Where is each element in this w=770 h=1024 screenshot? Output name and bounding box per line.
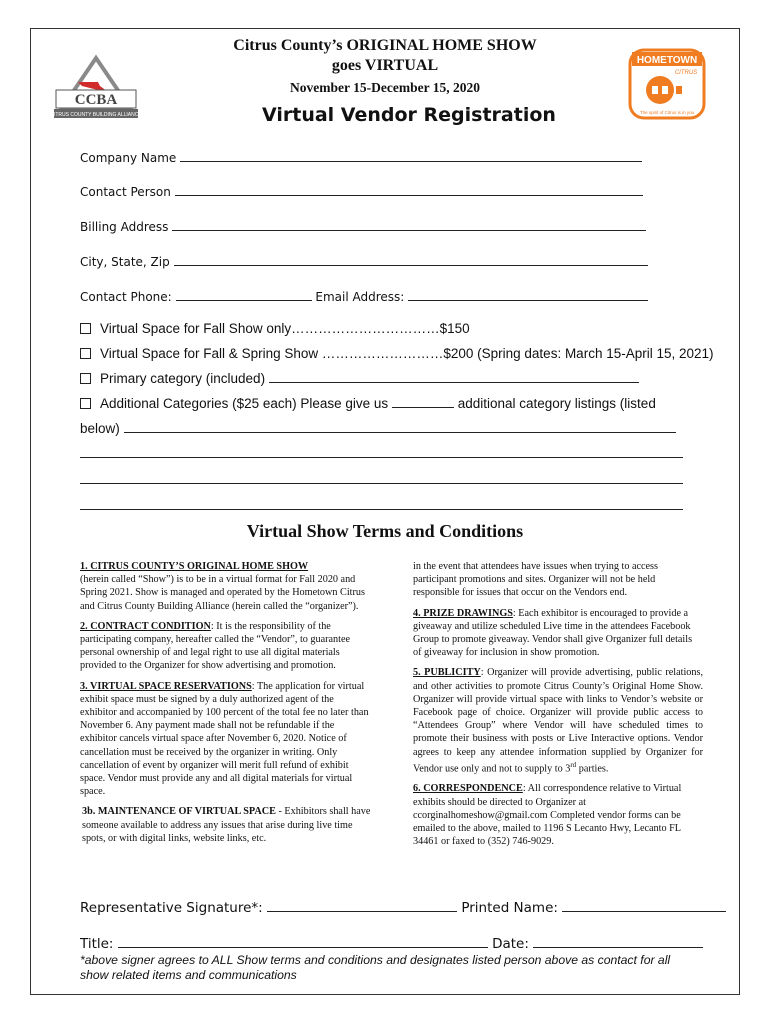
option-fall-spring[interactable] bbox=[80, 346, 714, 361]
additional-categories-checkbox[interactable] bbox=[80, 398, 91, 409]
additional-list-line-4[interactable] bbox=[80, 497, 683, 510]
primary-category-line[interactable] bbox=[269, 371, 639, 383]
ccba-logo-subtitle: CITRUS COUNTY BUILDING ALLIANCE bbox=[52, 112, 140, 118]
terms-section-2 bbox=[80, 620, 372, 673]
title-line[interactable] bbox=[118, 934, 488, 948]
date-line[interactable] bbox=[533, 934, 703, 948]
city-state-zip-line[interactable] bbox=[174, 254, 648, 266]
contact-phone-label: Contact Phone: bbox=[80, 290, 172, 304]
contact-person-line[interactable] bbox=[175, 184, 643, 196]
terms-right-column bbox=[413, 560, 703, 855]
s3-heading: 3. VIRTUAL SPACE RESERVATIONS bbox=[80, 680, 252, 692]
additional-list-label: below) bbox=[80, 421, 120, 436]
company-name-line[interactable] bbox=[180, 150, 642, 162]
printed-name-line[interactable] bbox=[562, 898, 726, 912]
s5-body-b: parties. bbox=[576, 763, 609, 775]
option-fall-only[interactable] bbox=[80, 321, 470, 336]
additional-list-line-3[interactable] bbox=[80, 471, 683, 484]
additional-categories-label-b: additional category listings (listed bbox=[457, 396, 656, 411]
s3b-continued: in the event that attendees have issues when trying to access participant promotions and sites. Organizer will not be held responsible for issues that occur on the Vendors end. bbox=[413, 561, 658, 599]
s3b-body: - Exhibitors shall have someone available to address any issues that arise during live time spots, or with digital links, website links, etc. bbox=[82, 806, 371, 844]
contact-phone-field[interactable] bbox=[80, 289, 648, 304]
fall-spring-label: Virtual Space for Fall & Spring Show ………………………$200 (Spring dates: March 15-April 15, 2021) bbox=[100, 346, 714, 361]
s4-heading: 4. PRIZE DRAWINGS bbox=[413, 607, 513, 619]
s2-heading: 2. CONTRACT CONDITION bbox=[80, 620, 211, 632]
page-title-line2: goes VIRTUAL bbox=[331, 57, 439, 74]
ccba-logo-text: CCBA bbox=[74, 92, 118, 108]
terms-left-column bbox=[80, 560, 372, 852]
fall-only-label: Virtual Space for Fall Show only……………………………$150 bbox=[100, 321, 470, 336]
s5-body-a: : Organizer will provide advertising, public relations, and other activities to promote Citrus County’s Original Home Show. Organizer will provide virtual space with links to Vendor’s website or Facebook page of choice. Organizer will provide public access to “Attendees Group” where Vendor will have scheduled times to promote their business with posts or Live Interactive options. Vendor agrees to keep any attendee information supplied by Organizer for Vendor use only and not to supply to 3 bbox=[413, 667, 703, 775]
terms-title: Virtual Show Terms and Conditions bbox=[246, 521, 524, 541]
billing-address-field[interactable] bbox=[80, 219, 646, 234]
s1-heading: 1. CITRUS COUNTY’S ORIGINAL HOME SHOW bbox=[80, 561, 309, 572]
additional-list-line-2[interactable] bbox=[80, 445, 683, 458]
s2-body: : It is the responsibility of the participating company, hereafter called the “Vendor”, to guarantee personal ownership of and legal right to use all digital materials provided to the Organizer for show advertising and promotion. bbox=[80, 620, 351, 672]
title-label: Title: bbox=[80, 936, 114, 952]
option-additional-categories[interactable] bbox=[80, 396, 656, 411]
email-line[interactable] bbox=[408, 289, 648, 301]
billing-address-label: Billing Address bbox=[80, 220, 169, 234]
s6-heading: 6. CORRESPONDENCE bbox=[413, 783, 523, 795]
s3b-heading: 3b. MAINTENANCE OF VIRTUAL SPACE bbox=[82, 806, 276, 818]
signature-row[interactable] bbox=[80, 898, 726, 916]
terms-section-6 bbox=[413, 782, 703, 848]
s3-body: : The application for virtual exhibit space must be signed by a duly authorized agent of the exhibitor and accompanied by 100 percent of the total fee no later than November 6. Any payment made shall not be refundable if the exhibitor cancels virtual space after November 6, 2020. Notice of cancellation must be received by the organizer in writing. Only cancellation of event by organizer will merit full refund of exhibit space. Vendor must provide any and all digital materials for virtual space. bbox=[80, 680, 369, 798]
additional-list-row[interactable] bbox=[80, 421, 676, 436]
email-label: Email Address: bbox=[315, 290, 405, 304]
additional-list-line-1[interactable] bbox=[124, 421, 676, 433]
terms-section-1 bbox=[80, 560, 372, 613]
s4-body: : Each exhibitor is encouraged to provide a giveaway and utilize scheduled Live time in the attendees Facebook Group to promote giveaway. Vendor shall give Organizer full details of giveaway for inclusion in show promotion. bbox=[413, 607, 693, 659]
hometown-logo-text: HOMETOWN bbox=[636, 55, 698, 66]
primary-category-label: Primary category (included) bbox=[100, 371, 266, 386]
s1-body: (herein called “Show”) is to be in a virtual format for Fall 2020 and Spring 2021. Show is managed and operated by the Hometown Citrus and Citrus County Building Alliance (herein called the “organizer”). bbox=[80, 574, 365, 612]
contact-phone-line[interactable] bbox=[176, 289, 312, 301]
date-label: Date: bbox=[492, 936, 529, 952]
representative-signature-line[interactable] bbox=[267, 898, 457, 912]
fall-spring-checkbox[interactable] bbox=[80, 348, 91, 359]
option-primary-category[interactable] bbox=[80, 371, 639, 386]
printed-name-label: Printed Name: bbox=[461, 900, 558, 916]
additional-categories-label: Additional Categories ($25 each) Please give us bbox=[100, 396, 389, 411]
fall-only-checkbox[interactable] bbox=[80, 323, 91, 334]
registration-title: Virtual Vendor Registration bbox=[262, 104, 556, 126]
hometown-logo-sub: CITRUS bbox=[674, 70, 698, 76]
page-title-line1: Citrus County’s ORIGINAL HOME SHOW bbox=[233, 37, 537, 54]
billing-address-line[interactable] bbox=[172, 219, 646, 231]
s5-superscript: rd bbox=[570, 760, 577, 769]
terms-section-3 bbox=[80, 680, 372, 799]
city-state-zip-label: City, State, Zip bbox=[80, 255, 170, 269]
terms-section-3b bbox=[80, 805, 372, 845]
terms-section-4 bbox=[413, 607, 703, 660]
primary-category-checkbox[interactable] bbox=[80, 373, 91, 384]
terms-section-5 bbox=[413, 666, 703, 775]
signer-note: *above signer agrees to ALL Show terms and conditions and designates listed person above as contact for all show related items and communications bbox=[80, 953, 671, 982]
contact-person-label: Contact Person bbox=[80, 185, 171, 199]
representative-signature-label: Representative Signature*: bbox=[80, 900, 263, 916]
s6-body: : All correspondence relative to Virtual exhibits should be directed to Organizer at ccorginalhomeshow@gmail.com Completed vendor forms can be emailed to the above, mailed to 1196 S Lecanto Hwy, Lecanto FL 34461 or faxed to (352) 746-9029. bbox=[413, 783, 682, 848]
city-state-zip-field[interactable] bbox=[80, 254, 648, 269]
contact-person-field[interactable] bbox=[80, 184, 643, 199]
s5-heading: 5. PUBLICITY bbox=[413, 667, 481, 679]
event-dates: November 15-December 15, 2020 bbox=[290, 80, 480, 95]
hometown-logo-tagline: The spirit of Citrus is in you bbox=[639, 110, 695, 115]
company-name-label: Company Name bbox=[80, 151, 177, 165]
title-date-row[interactable] bbox=[80, 934, 703, 952]
company-name-field[interactable] bbox=[80, 150, 642, 165]
additional-count-line[interactable] bbox=[392, 396, 454, 408]
